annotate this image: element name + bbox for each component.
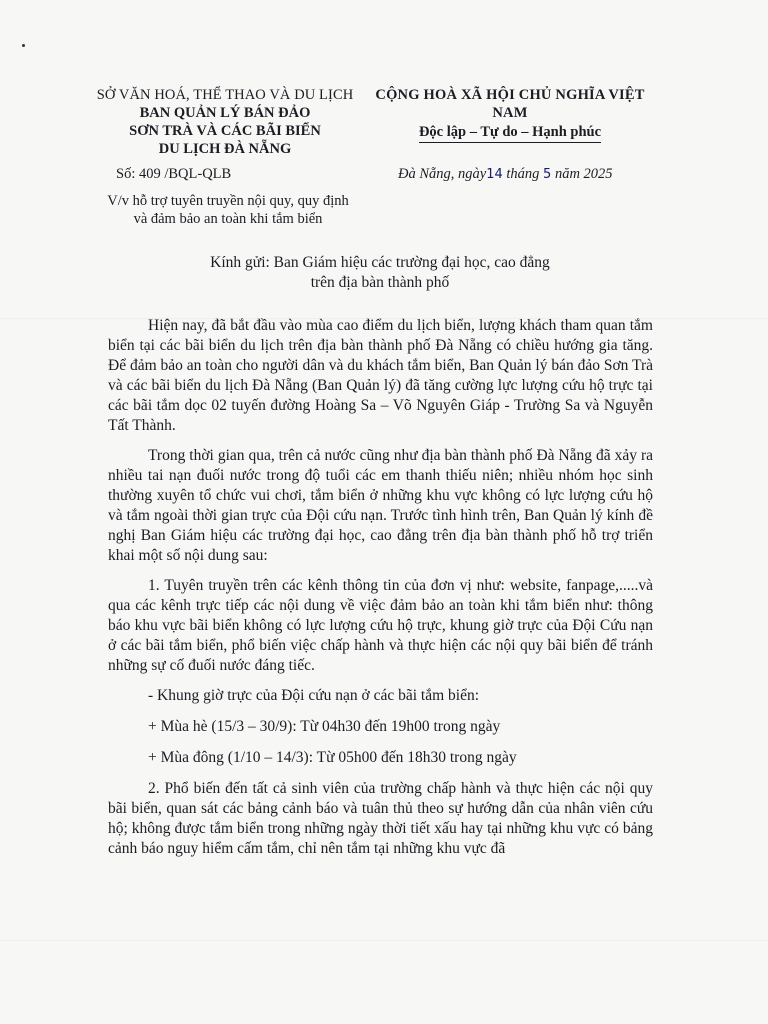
document-number: Số: 409 /BQL-QLB: [116, 166, 232, 182]
body-paragraph: 1. Tuyên truyền trên các kênh thông tin của đơn vị như: website, fanpage,.....và qua các kênh trực tiếp các nội dung về việc đảm bảo an toàn khi tắm biển như: thông báo khu vực bãi biển không có lực lượng cứu hộ trực, khung giờ trực của Đội Cứu nạn ở các bãi tắm biển, phổ biến việc chấp hành và thực hiện các nội quy bãi biển để tránh những sự cố đuối nước đáng tiếc.: [108, 577, 653, 674]
recipient-line: Kính gửi: Ban Giám hiệu các trường đại học, cao đẳng: [210, 254, 550, 271]
scan-speck: [22, 44, 25, 47]
date-month-label: tháng: [506, 166, 540, 182]
body-paragraph: Hiện nay, đã bắt đầu vào mùa cao điểm du lịch biển, lượng khách tham quan tắm biển tại các bãi biển du lịch trên địa bàn thành phố Đà Nẵng có chiều hướng gia tăng. Để đảm bảo an toàn cho người dân và du khách tắm biển, Ban Quản lý bán đảo Sơn Trà và các bãi biển du lịch Đà Nẵng (Ban Quản lý) đã tăng cường lực lượng cứu hộ trực tại các bãi tắm dọc 02 tuyến đường Hoàng Sa – Võ Nguyên Giáp - Trường Sa và Nguyễn Tất Thành.: [108, 317, 653, 434]
subject-line: [98, 192, 358, 228]
date-month: 5: [543, 167, 552, 182]
date-day: 14: [486, 167, 503, 182]
issue-date: [398, 166, 613, 183]
nation-title: CỘNG HOÀ XÃ HỘI CHỦ NGHĨA VIỆT NAM: [375, 87, 645, 121]
recipient-line: trên địa bàn thành phố: [310, 274, 450, 291]
schedule-intro: - Khung giờ trực của Đội cứu nạn ở các bãi tắm biển:: [148, 687, 480, 704]
recipient-block: [150, 253, 610, 293]
scan-artifact: [0, 940, 768, 941]
date-prefix: Đà Nẵng, ngày: [398, 166, 487, 182]
schedule-summer: + Mùa hè (15/3 – 30/9): Từ 04h30 đến 19h00 trong ngày: [148, 718, 501, 735]
subject-text: V/v hỗ trợ tuyên truyền nội quy, quy định: [107, 193, 349, 209]
body-paragraph: 2. Phổ biến đến tất cả sinh viên của trường chấp hành và thực hiện các nội quy bãi biển, quan sát các bảng cảnh báo và tuân thủ theo sự hướng dẫn của nhân viên cứu hộ; không được tắm biển trong những ngày thời tiết xấu hay tại những khu vực có bảng cảnh báo nguy hiểm cấm tắm, chỉ nên tắm tại những khu vực đã: [108, 780, 653, 857]
parent-agency: SỞ VĂN HOÁ, THỂ THAO VÀ DU LỊCH: [96, 87, 354, 103]
agency-name-line: BAN QUẢN LÝ BÁN ĐẢO: [139, 105, 311, 121]
schedule-winter: + Mùa đông (1/10 – 14/3): Từ 05h00 đến 18h30 trong ngày: [148, 749, 517, 766]
letter-body: [108, 316, 653, 869]
national-motto: Độc lập – Tự do – Hạnh phúc: [419, 122, 601, 143]
subject-text: và đảm bảo an toàn khi tắm biển: [133, 211, 323, 227]
body-paragraph: Trong thời gian qua, trên cả nước cũng như địa bàn thành phố Đà Nẵng đã xảy ra nhiều tai nạn đuối nước trong độ tuổi các em thanh thiếu niên; nhiều nhóm học sinh thường xuyên tổ chức vui chơi, tắm biển ở những khu vực không có lực lượng cứu hộ và tắm ngoài thời gian trực của Đội cứu nạn. Trước tình hình trên, Ban Quản lý kính đề nghị Ban Giám hiệu các trường đại học, cao đẳng trên địa bàn thành phố hỗ trợ triển khai một số nội dung sau:: [108, 447, 653, 564]
issuing-agency-block: [80, 86, 370, 158]
agency-name-line: SƠN TRÀ VÀ CÁC BÃI BIỂN: [129, 123, 321, 139]
date-year: năm 2025: [554, 166, 613, 182]
agency-name-line: DU LỊCH ĐÀ NẴNG: [158, 141, 292, 157]
national-title-block: [360, 86, 660, 143]
